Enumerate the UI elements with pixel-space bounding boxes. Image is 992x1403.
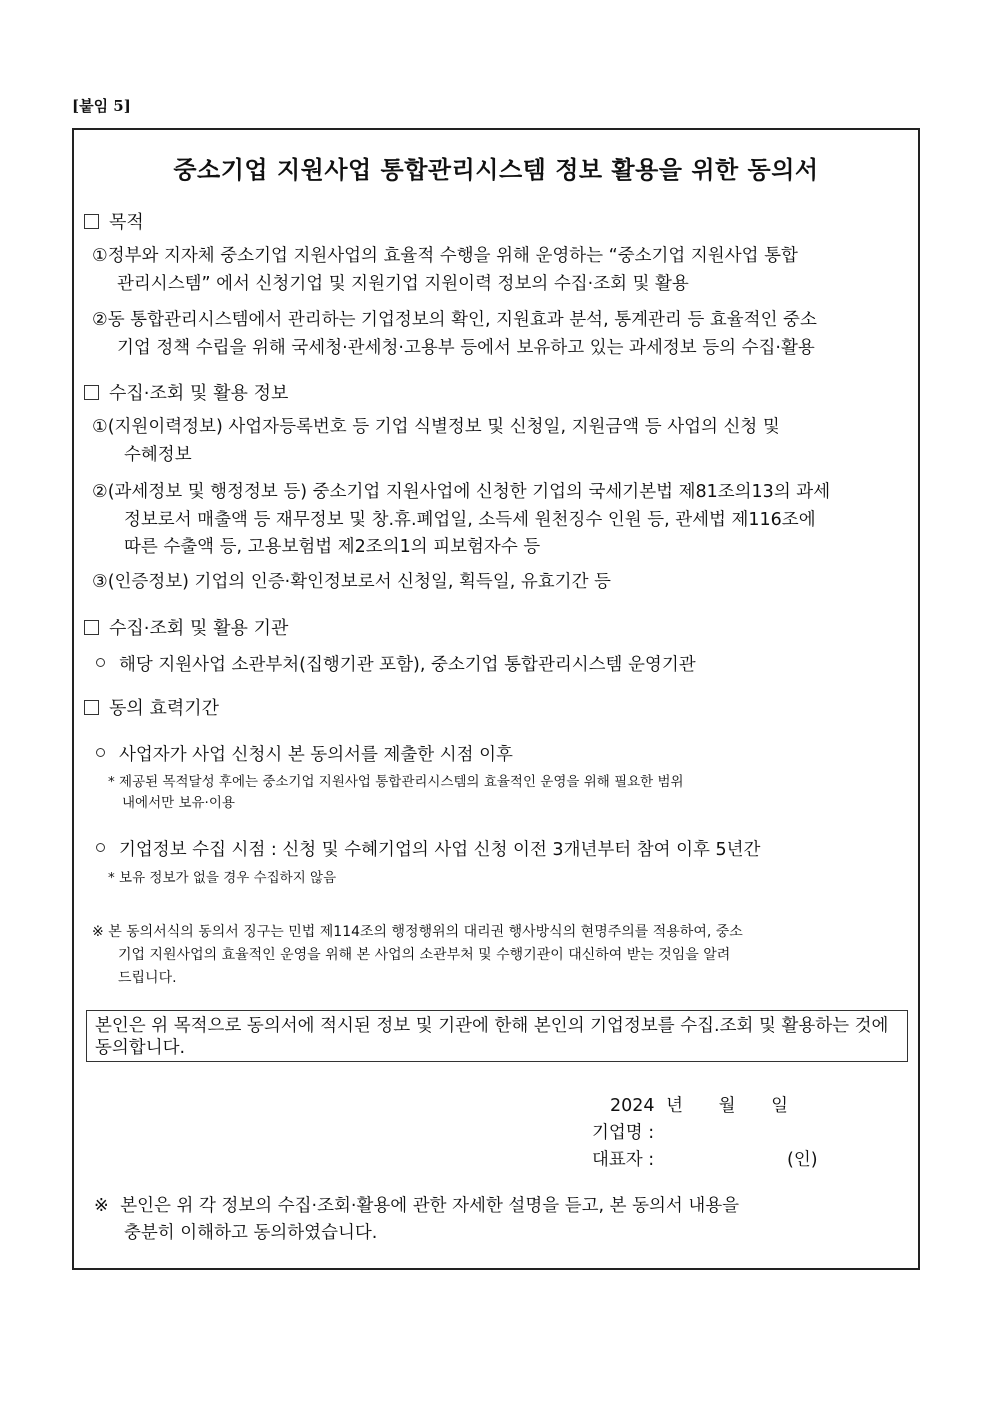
legal-note-line: 본 동의서식의 동의서 징구는 민법 제114조의 행정행위의 대리권 행사방식의 현명주의를 적용하여, 중소 [108,924,743,940]
final-note [94,1193,739,1219]
reference-mark: ※ [92,924,104,940]
bullet-circle-icon [96,748,105,757]
info-item-1 [92,412,780,442]
item-number: ② [92,310,108,330]
date-day-unit: 일 [771,1096,788,1116]
checkbox-square-icon [84,385,99,400]
section-heading-info [84,379,288,405]
consent-statement-box: 본인은 위 목적으로 동의서에 적시된 정보 및 기관에 한해 본인의 기업정보를 수집.조회 및 활용하는 것에 동의합니다. [86,1010,908,1062]
period-bullet-1 [96,741,513,766]
purpose-item-2 [92,305,817,335]
item-number: ① [92,246,108,266]
info-item-2-cont-2: 따른 수출액 등, 고용보험법 제2조의1의 피보험자수 등 [124,537,541,557]
purpose-item-1-cont: 관리시스템” 에서 신청기업 및 지원기업 지원이력 정보의 수집·조회 및 활용 [117,274,689,294]
info-item-3 [92,567,611,597]
item-number: ② [92,482,108,502]
item-number: ③ [92,572,108,592]
item-number: ① [92,417,108,437]
purpose-item-1 [92,241,798,271]
final-note-cont: 충분히 이해하고 동의하였습니다. [124,1223,378,1243]
final-note-line: 본인은 위 각 정보의 수집·조회·활용에 관한 자세한 설명을 듣고, 본 동의서 내용을 [120,1196,740,1216]
legal-note [92,921,743,944]
date-month-unit: 월 [718,1096,736,1116]
seal-mark: (인) [787,1150,818,1170]
date-year-unit: 년 [666,1096,684,1116]
legal-note-cont-1: 기업 지원사업의 효율적인 운영을 위해 본 사업의 소관부처 및 수행기관이 대신하여 받는 것임을 알려 [118,947,731,963]
period-note-1: * 제공된 목적달성 후에는 중소기업 지원사업 통합관리시스템의 효율적인 운영을 위해 필요한 범위 [108,774,684,790]
info-item-2 [92,477,830,507]
section-heading-period [84,694,219,720]
date-line [610,1092,788,1117]
company-name-label: 기업명 : [592,1123,655,1143]
info-item-2-cont-1: 정보로서 매출액 등 재무정보 및 창.휴.폐업일, 소득세 원천징수 인원 등, 관세법 제116조에 [124,510,816,530]
reference-mark: ※ [94,1196,109,1216]
attachment-label: [붙임 5] [72,97,131,115]
page-title: 중소기업 지원사업 통합관리시스템 정보 활용을 위한 동의서 [173,156,819,184]
legal-note-cont-2: 드립니다. [118,970,177,986]
representative-label: 대표자 : [592,1150,655,1170]
bullet-text: 사업자가 사업 신청시 본 동의서를 제출한 시점 이후 [119,745,513,765]
item-line: (인증정보) 기업의 인증·확인정보로서 신청일, 획득일, 유효기간 등 [107,572,611,592]
checkbox-square-icon [84,620,99,635]
section-heading-text: 수집·조회 및 활용 정보 [109,383,289,404]
agency-bullet [96,651,696,676]
date-year: 2024 [610,1096,655,1116]
item-line: 동 통합관리시스템에서 관리하는 기업정보의 확인, 지원효과 분석, 통계관리 등 효율적인 중소 [107,310,817,330]
bullet-text: 기업정보 수집 시점 : 신청 및 수혜기업의 사업 신청 이전 3개년부터 참여 이후 5년간 [119,840,761,860]
bullet-circle-icon [96,658,105,667]
period-note-1-cont: 내에서만 보유·이용 [122,795,235,811]
purpose-item-2-cont: 기업 정책 수립을 위해 국세청·관세청·고용부 등에서 보유하고 있는 과세정보 등의 수집·활용 [117,338,815,358]
section-heading-agency [84,614,288,640]
period-bullet-2 [96,836,760,861]
item-line: 정부와 지자체 중소기업 지원사업의 효율적 수행을 위해 운영하는 “중소기업 지원사업 통합 [107,246,798,266]
info-item-1-cont: 수혜정보 [124,445,192,465]
period-note-2: * 보유 정보가 없을 경우 수집하지 않음 [108,870,337,886]
section-heading-text: 수집·조회 및 활용 기관 [109,618,289,639]
checkbox-square-icon [84,214,99,229]
section-heading-text: 목적 [109,212,144,233]
bullet-circle-icon [96,843,105,852]
checkbox-square-icon [84,700,99,715]
item-line: (지원이력정보) 사업자등록번호 등 기업 식별정보 및 신청일, 지원금액 등 사업의 신청 및 [107,417,780,437]
bullet-text: 해당 지원사업 소관부처(집행기관 포함), 중소기업 통합관리시스템 운영기관 [119,655,696,675]
item-line: (과세정보 및 행정정보 등) 중소기업 지원사업에 신청한 기업의 국세기본법 제81조의13의 과세 [107,482,831,502]
section-heading-text: 동의 효력기간 [109,698,220,719]
section-heading-purpose [84,208,144,234]
